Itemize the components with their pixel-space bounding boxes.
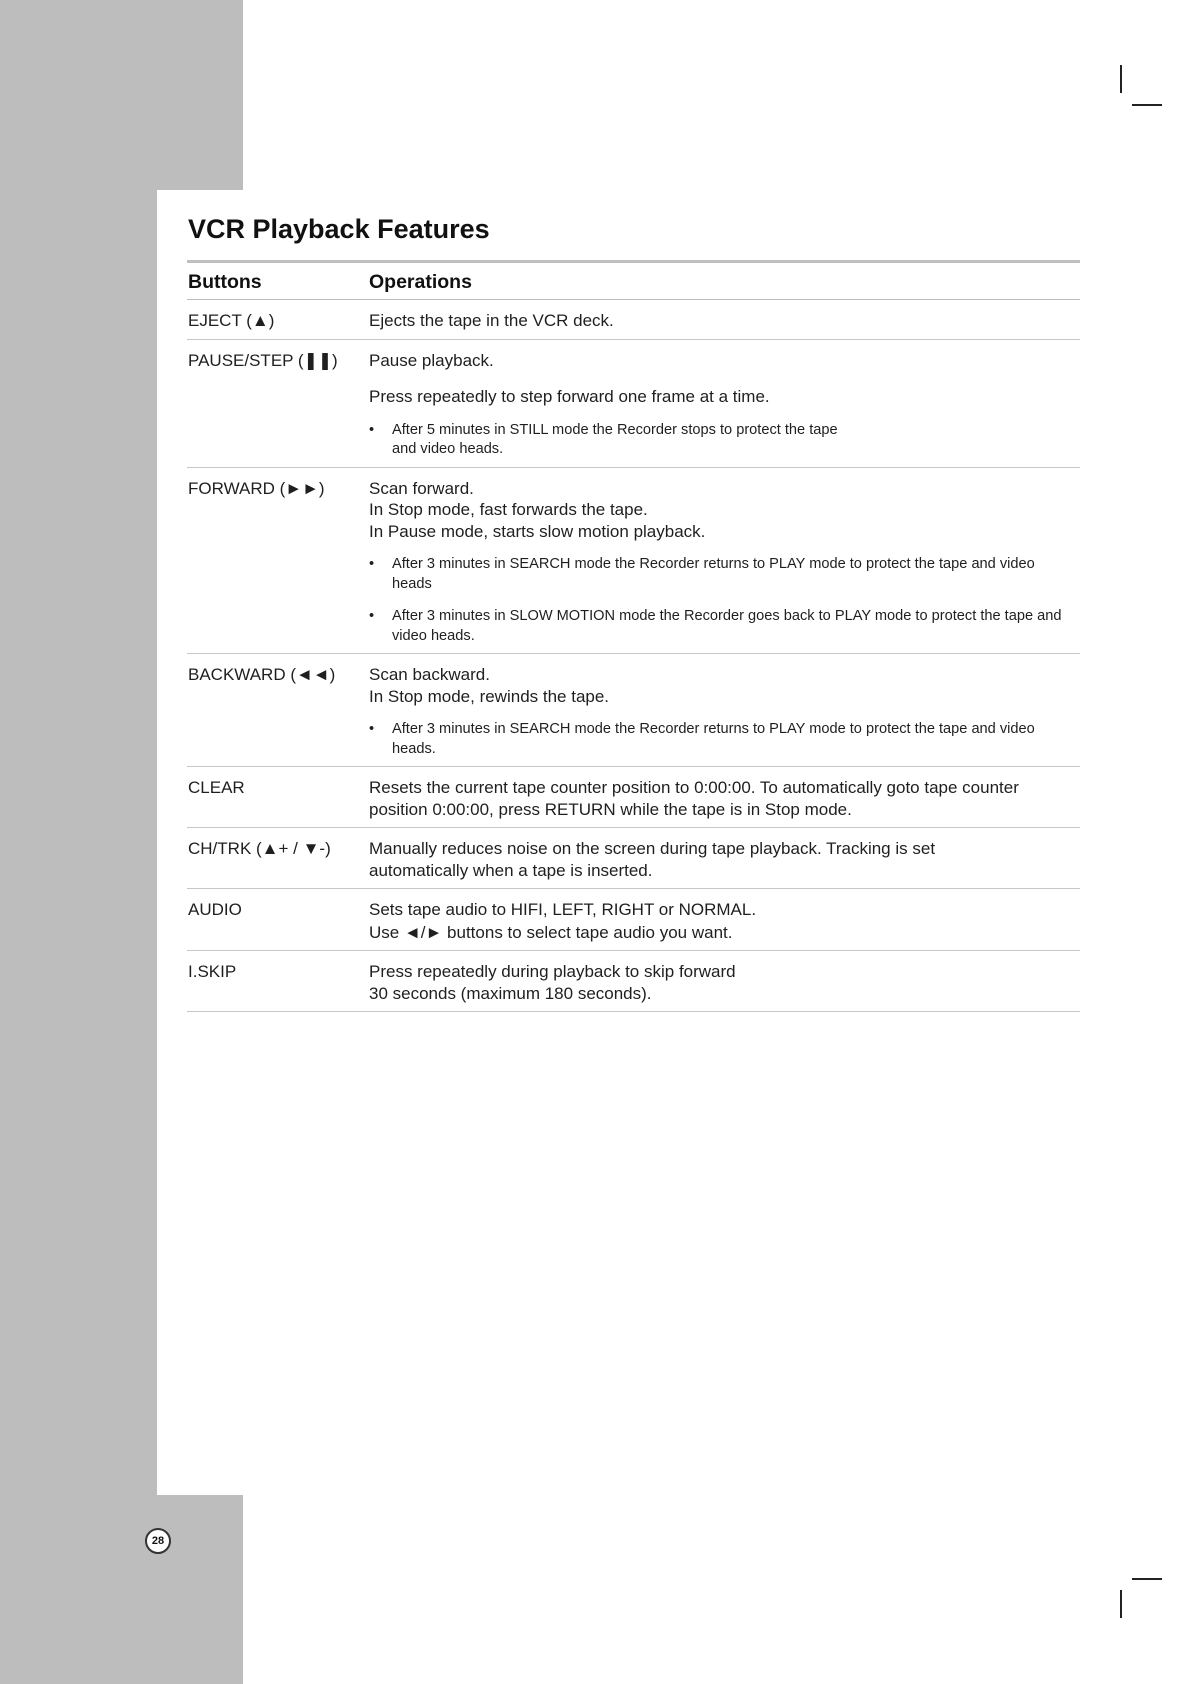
crop-mark-top-horizontal [1132,104,1162,106]
page-number-badge: 28 [145,1528,171,1554]
operation-cell [369,767,1080,827]
operation-cell [369,889,1080,950]
operation-text: In Stop mode, fast forwards the tape. [369,500,648,519]
table-row [187,951,1080,1012]
button-name-eject: EJECT (▲) [188,311,275,330]
crop-mark-bottom-vertical [1120,1590,1122,1618]
crop-mark-top-vertical [1120,65,1122,93]
operation-cell [369,951,1080,1011]
operation-cell [369,468,1080,654]
sidebar-band-top [0,0,243,190]
operation-text: Ejects the tape in the VCR deck. [369,311,614,330]
table-row [187,468,1080,655]
operation-text: Scan backward. [369,665,490,684]
table-row [187,654,1080,767]
bullet-dot: • [369,556,375,572]
button-name-i-skip: I.SKIP [188,962,237,981]
button-name-forward: FORWARD (►►) [188,478,325,498]
operation-cell [369,340,1080,467]
features-table [187,260,1080,1012]
operation-text: Sets tape audio to HIFI, LEFT, RIGHT or NORMAL. [369,900,757,919]
operation-text: In Stop mode, rewinds the tape. [369,686,610,706]
table-row [187,300,1080,340]
operation-text: Press repeatedly to step forward one frame at a time. [369,387,770,406]
note-bullet [369,421,852,460]
header-buttons: Buttons [188,271,262,293]
table-row [187,889,1080,951]
note-bullet [369,607,1076,646]
button-name-backward: BACKWARD (◄◄) [188,665,336,684]
operation-text: Use ◄/► buttons to select tape audio you want. [369,922,733,942]
table-row [187,828,1080,889]
button-name-clear: CLEAR [188,778,245,797]
table-row [187,767,1080,828]
operation-text: 30 seconds (maximum 180 seconds). [369,983,652,1003]
operation-text: In Pause mode, starts slow motion playback. [369,521,706,541]
note-text: After 3 minutes in SLOW MOTION mode the Recorder goes back to PLAY mode to protect the tape and video heads. [392,608,1062,644]
operation-text: Scan forward. [369,478,474,498]
sidebar-band-middle [0,190,157,1495]
header-operations: Operations [369,271,472,293]
bullet-dot: • [369,421,375,438]
table-row [187,340,1080,468]
note-text: After 5 minutes in STILL mode the Recorder stops to protect the tape and video heads. [392,421,838,457]
operation-cell [369,654,1080,766]
sidebar-band-bottom [0,1495,243,1684]
bullet-dot: • [369,608,375,624]
note-bullet [369,555,1076,594]
bullet-dot: • [369,721,375,737]
operation-cell [369,300,1080,339]
button-name-pause-step: PAUSE/STEP (❚❚) [188,350,338,370]
note-bullet [369,720,1076,759]
operation-cell [369,828,1080,888]
button-name-audio: AUDIO [188,900,242,919]
note-text: After 3 minutes in SEARCH mode the Recorder returns to PLAY mode to protect the tape and video heads [392,556,1035,592]
page-title: VCR Playback Features [188,214,490,244]
note-text: After 3 minutes in SEARCH mode the Recorder returns to PLAY mode to protect the tape and video heads. [392,721,1035,757]
operation-text: Pause playback. [369,350,494,370]
button-name-ch-trk: CH/TRK (▲+ / ▼-) [188,839,331,858]
crop-mark-bottom-horizontal [1132,1578,1162,1580]
operation-text: Press repeatedly during playback to skip forward [369,962,736,981]
operation-text: Manually reduces noise on the screen during tape playback. Tracking is set automatically when a tape is inserted. [369,839,936,880]
operation-text: Resets the current tape counter position to 0:00:00. To automatically goto tape counter position 0:00:00, press RETURN while the tape is in Stop mode. [369,778,1019,819]
table-header-row [187,263,1080,300]
